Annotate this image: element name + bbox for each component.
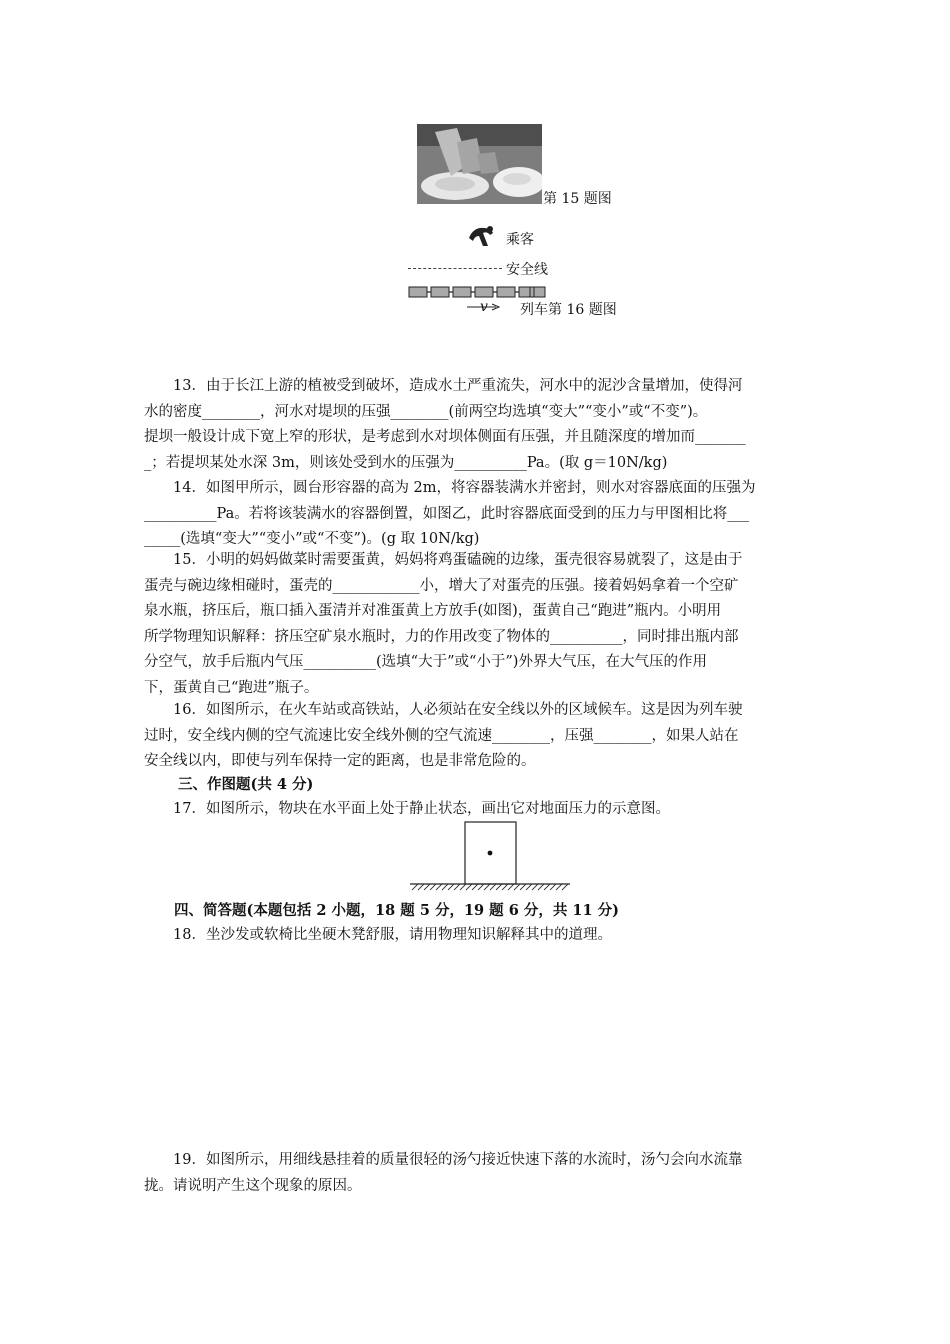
q18-line-1: 18．坐沙发或软椅比坐硬木凳舒服，请用物理知识解释其中的道理。 <box>173 927 612 943</box>
q14-line-1: 14．如图甲所示，圆台形容器的高为 2m，将容器装满水并密封，则水对容器底面的压强为 <box>173 480 756 496</box>
q16-line-3: 安全线以内，即使与列车保持一定的距离，也是非常危险的。 <box>144 753 536 770</box>
safety-line <box>408 268 502 269</box>
q13-line-2: 水的密度________，河水对堤坝的压强________(前两空均选填“变大”“变小”或“不变”)。 <box>144 403 708 420</box>
q13-line-3: 提坝一般设计成下宽上窄的形状，是考虑到水对坝体侧面有压强，并且随深度的增加而_______ <box>144 429 746 446</box>
q14-line-2: __________Pa。若将该装满水的容器倒置，如图乙，此时容器底面受到的压力与甲图相比将___ <box>144 505 749 522</box>
q13-line-4: _；若提坝某处水深 3m，则该处受到水的压强为__________Pa。(取 g＝10N/kg) <box>144 454 668 471</box>
q13-line-1: 13．由于长江上游的植被受到破坏，造成水土严重流失，河水中的泥沙含量增加，使得河 <box>173 378 743 394</box>
section-4-heading: 四、简答题(本题包括 2 小题，18 题 5 分，19 题 6 分，共 11 分) <box>174 902 620 919</box>
question-15 <box>144 548 810 702</box>
q17-line-1: 17．如图所示，物块在水平面上处于静止状态，画出它对地面压力的示意图。 <box>173 801 670 817</box>
q16-line-1: 16．如图所示，在火车站或高铁站，人必须站在安全线以外的区域候车。这是因为列车驶 <box>173 702 743 718</box>
figure-17-block-on-ground <box>408 820 572 892</box>
figure-15-caption: 第 15 题图 <box>543 191 612 207</box>
question-18 <box>144 923 810 949</box>
egg-bottle-photo-icon <box>417 124 542 204</box>
q15-line-1: 15．小明的妈妈做菜时需要蛋黄，妈妈将鸡蛋磕碗的边缘，蛋壳很容易就裂了，这是由于 <box>173 552 743 568</box>
q15-line-3: 泉水瓶，挤压后，瓶口插入蛋清并对准蛋黄上方放手(如图)，蛋黄自己“跑进”瓶内。小明用 <box>144 603 722 620</box>
figure-15-photo <box>417 124 542 204</box>
section-3-heading: 三、作图题(共 4 分) <box>178 776 314 793</box>
q16-line-2: 过时，安全线内侧的空气流速比安全线外侧的空气流速________，压强________，如果人站在 <box>144 727 739 744</box>
question-19 <box>144 1148 810 1199</box>
q14-line-3: _____(选填“变大”“变小”或“不变”)。(g 取 10N/kg) <box>144 531 480 548</box>
velocity-label: v <box>480 299 488 315</box>
q15-line-2: 蛋壳与碗边缘相碰时，蛋壳的____________小，增大了对蛋壳的压强。接着妈妈拿着一个空矿 <box>144 577 739 594</box>
q15-line-6: 下，蛋黄自己“跑进”瓶子。 <box>144 679 319 696</box>
train-icon <box>408 283 546 295</box>
question-13 <box>144 374 810 476</box>
question-17 <box>144 797 810 823</box>
q15-line-5: 分空气，放手后瓶内气压__________(选填“大于”或“小于”)外界大气压，在大气压的作用 <box>144 654 707 671</box>
q19-line-2: 拢。请说明产生这个现象的原因。 <box>144 1177 362 1194</box>
q19-line-1: 19．如图所示，用细线悬挂着的质量很轻的汤勺接近快速下落的水流时，汤勺会向水流靠 <box>173 1152 743 1168</box>
passenger-icon <box>466 224 496 248</box>
passenger-label: 乘客 <box>506 232 534 248</box>
q15-line-4: 所学物理知识解释：挤压空矿泉水瓶时，力的作用改变了物体的__________，同时排出瓶内部 <box>144 628 739 645</box>
question-14 <box>144 476 810 553</box>
answer-space-18[interactable] <box>144 955 810 1145</box>
answer-space-19[interactable] <box>144 1200 810 1330</box>
figure-16-caption: 列车第 16 题图 <box>520 302 617 318</box>
question-16 <box>144 698 810 775</box>
safety-line-label: 安全线 <box>506 262 548 278</box>
